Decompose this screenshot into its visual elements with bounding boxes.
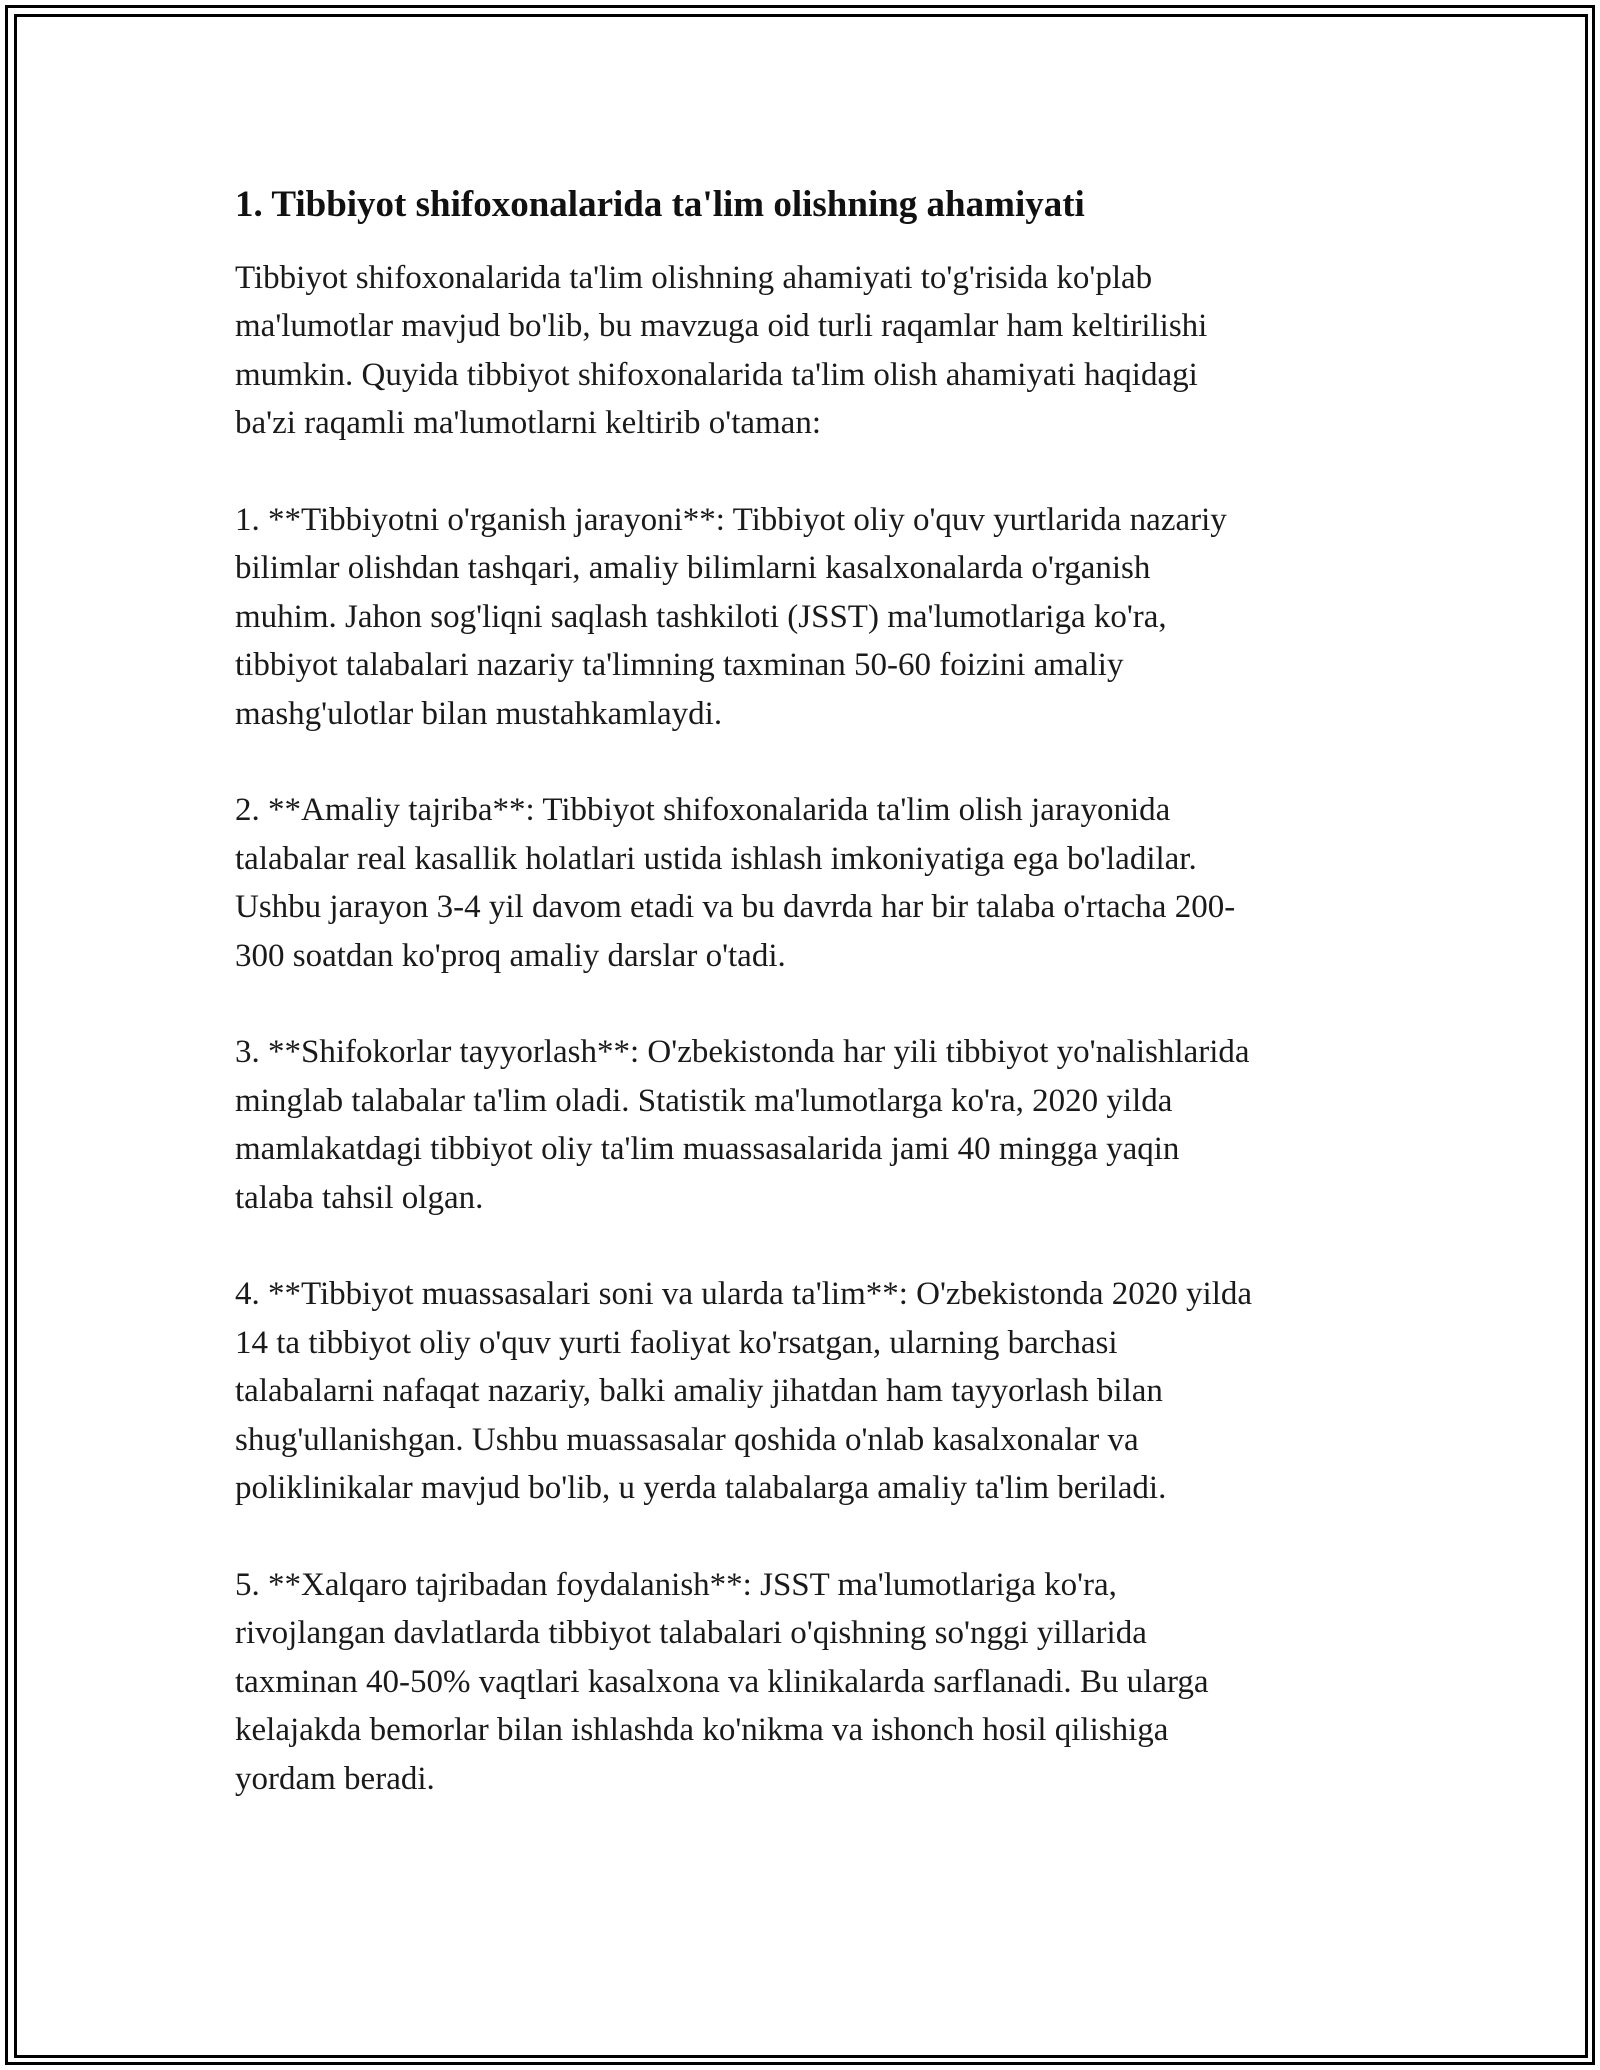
text-line: 1. **Tibbiyotni o'rganish jarayoni**: Tibbiyot oliy o'quv yurtlarida nazariy (235, 502, 1227, 539)
document-body (235, 178, 1395, 1803)
text-line: mamlakatdagi tibbiyot oliy ta'lim muassasalarida jami 40 mingga yaqin (235, 1131, 1180, 1168)
text-line: 2. **Amaliy tajriba**: Tibbiyot shifoxonalarida ta'lim olish jarayonida (235, 792, 1171, 829)
text-line: poliklinikalar mavjud bo'lib, u yerda talabalarga amaliy ta'lim beriladi. (235, 1470, 1167, 1507)
text-line: Ushbu jarayon 3-4 yil davom etadi va bu davrda har bir talaba o'rtacha 200- (235, 889, 1236, 926)
text-line: rivojlangan davlatlarda tibbiyot talabalari o'qishning so'nggi yillarida (235, 1615, 1147, 1652)
text-line: yordam beradi. (235, 1760, 435, 1797)
list-item-1 (235, 496, 1395, 738)
text-line: 300 soatdan ko'proq amaliy darslar o'tadi. (235, 937, 786, 974)
list-item-4 (235, 1270, 1395, 1512)
text-line: talabalarni nafaqat nazariy, balki amaliy jihatdan ham tayyorlash bilan (235, 1373, 1163, 1410)
text-line: tibbiyot talabalari nazariy ta'limning taxminan 50-60 foizini amaliy (235, 647, 1124, 684)
paragraph-gap (235, 1513, 1395, 1561)
text-line: bilimlar olishdan tashqari, amaliy bilimlarni kasalxonalarda o'rganish (235, 550, 1151, 587)
text-line: 4. **Tibbiyot muassasalari soni va ularda ta'lim**: O'zbekistonda 2020 yilda (235, 1276, 1253, 1313)
list-item-2 (235, 786, 1395, 980)
paragraph-gap (235, 738, 1395, 786)
text-line: ma'lumotlar mavjud bo'lib, bu mavzuga oid turli raqamlar ham keltirilishi (235, 308, 1208, 345)
text-line: 14 ta tibbiyot oliy o'quv yurti faoliyat ko'rsatgan, ularning barchasi (235, 1324, 1118, 1361)
list-item-3 (235, 1028, 1395, 1222)
text-line: Tibbiyot shifoxonalarida ta'lim olishning ahamiyati to'g'risida ko'plab (235, 260, 1153, 296)
text-line: talaba tahsil olgan. (235, 1179, 484, 1216)
text-line: taxminan 40-50% vaqtlari kasalxona va klinikalarda sarflanadi. Bu ularga (235, 1663, 1209, 1700)
text-line: 5. **Xalqaro tajribadan foydalanish**: JSST ma'lumotlariga ko'ra, (235, 1566, 1117, 1603)
text-line: talabalar real kasallik holatlari ustida ishlash imkoniyatiga ega bo'ladilar. (235, 840, 1197, 877)
text-line: shug'ullanishgan. Ushbu muassasalar qoshida o'nlab kasalxonalar va (235, 1421, 1139, 1458)
text-line: muhim. Jahon sog'liqni saqlash tashkiloti (JSST) ma'lumotlariga ko'ra, (235, 598, 1167, 635)
intro-paragraph (235, 254, 1395, 448)
text-line: 3. **Shifokorlar tayyorlash**: O'zbekistonda har yili tibbiyot yo'nalishlarida (235, 1034, 1250, 1071)
paragraph-gap (235, 1222, 1395, 1270)
text-line: ba'zi raqamli ma'lumotlarni keltirib o'taman: (235, 405, 821, 442)
text-line: mumkin. Quyida tibbiyot shifoxonalarida ta'lim olish ahamiyati haqidagi (235, 356, 1198, 393)
paragraph-gap (235, 980, 1395, 1028)
paragraph-gap (235, 448, 1395, 496)
text-line: mashg'ulotlar bilan mustahkamlaydi. (235, 695, 723, 732)
text-line: minglab talabalar ta'lim oladi. Statistik ma'lumotlarga ko'ra, 2020 yilda (235, 1082, 1173, 1119)
text-line: kelajakda bemorlar bilan ishlashda ko'nikma va ishonch hosil qilishiga (235, 1712, 1169, 1749)
list-item-5 (235, 1561, 1395, 1803)
document-heading: 1. Tibbiyot shifoxonalarida ta'lim olishning ahamiyati (235, 184, 1085, 225)
